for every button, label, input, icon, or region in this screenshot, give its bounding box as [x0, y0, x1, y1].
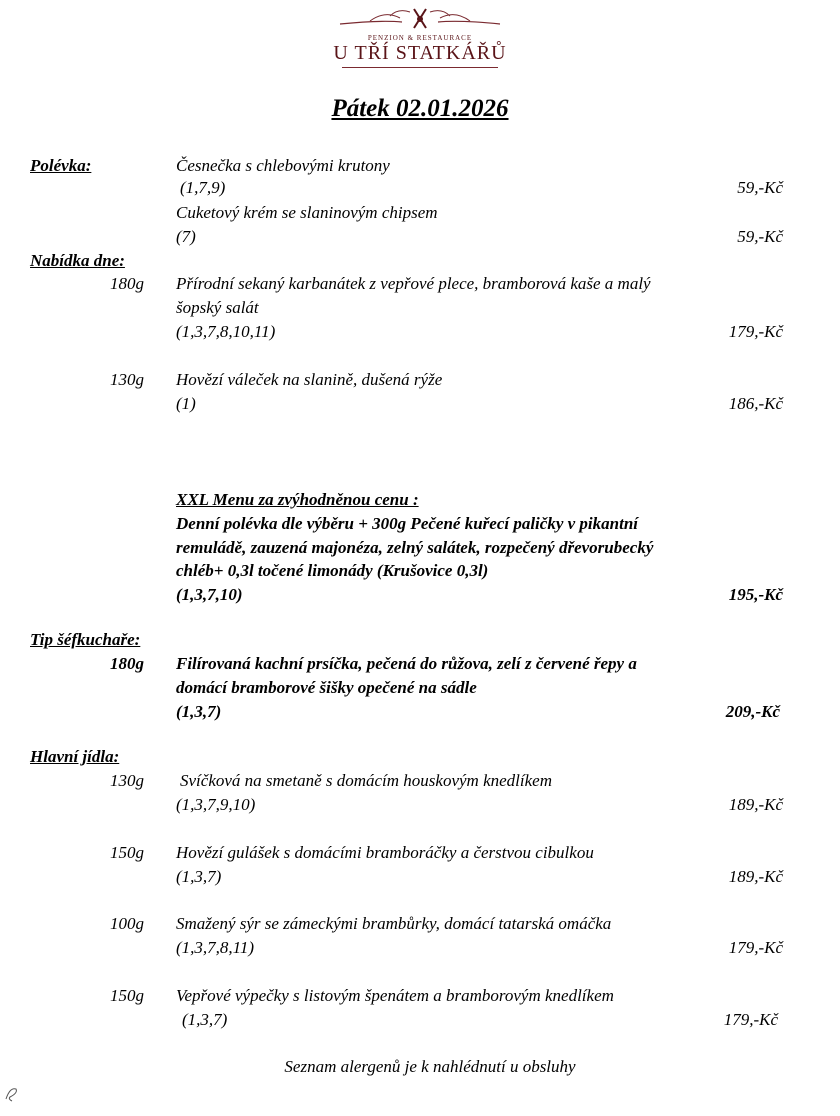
main-allergens-3: (1,3,7,8,11) — [176, 938, 255, 957]
logo-subtitle: PENZION & RESTAURACE — [367, 34, 473, 42]
chef-price: 209,-Kč — [725, 702, 780, 721]
daily-weight-2: 130g — [110, 370, 144, 389]
main-weight-1: 130g — [110, 771, 144, 790]
section-heading-mains: Hlavní jídla: — [30, 747, 120, 766]
section-heading-soup: Polévka: — [30, 156, 92, 175]
chef-weight: 180g — [110, 654, 144, 673]
chef-line2: domácí bramborové šišky opečené na sádle — [176, 678, 477, 697]
chef-allergens: (1,3,7) — [176, 702, 222, 721]
main-allergens-1: (1,3,7,9,10) — [176, 795, 256, 814]
soup-allergens-2: (7) — [176, 227, 196, 246]
main-weight-4: 150g — [110, 986, 144, 1005]
soup-price-2: 59,-Kč — [737, 227, 783, 246]
main-price-2: 189,-Kč — [728, 867, 783, 886]
xxl-allergens: (1,3,7,10) — [176, 585, 243, 604]
daily-allergens-2: (1) — [176, 394, 196, 413]
main-name-2: Hovězí gulášek s domácími bramboráčky a čerstvou cibulkou — [176, 843, 594, 862]
main-allergens-4: (1,3,7) — [182, 1010, 228, 1029]
restaurant-logo — [330, 6, 510, 66]
soup-allergens-1: (1,7,9) — [180, 178, 226, 197]
daily-price-1: 179,-Kč — [728, 322, 783, 341]
main-price-1: 189,-Kč — [728, 795, 783, 814]
daily-allergens-1: (1,3,7,8,10,11) — [176, 322, 276, 341]
logo-name: U TŘÍ STATKÁŘŮ — [333, 42, 507, 64]
main-allergens-2: (1,3,7) — [176, 867, 222, 886]
main-weight-2: 150g — [110, 843, 144, 862]
section-heading-chef: Tip šéfkuchaře: — [30, 630, 141, 649]
main-weight-3: 100g — [110, 914, 144, 933]
allergen-note: Seznam alergenů je k nahlédnutí u obsluhy — [284, 1057, 576, 1076]
section-heading-daily: Nabídka dne: — [30, 251, 125, 270]
daily-line1-2: Hovězí váleček na slanině, dušená rýže — [176, 370, 443, 389]
xxl-line2: remuládě, zauzená majonéza, zelný salátek, rozpečený dřevorubecký — [176, 538, 654, 557]
main-price-3: 179,-Kč — [728, 938, 783, 957]
xxl-line3: chléb+ 0,3l točené limonády (Krušovice 0,3l) — [176, 561, 489, 580]
soup-name-2: Cuketový krém se slaninovým chipsem — [176, 203, 438, 222]
pen-scribble-icon — [2, 1083, 22, 1103]
soup-name-1: Česnečka s chlebovými krutony — [176, 156, 390, 175]
xxl-price: 195,-Kč — [728, 585, 783, 604]
chef-line1: Filírovaná kachní prsíčka, pečená do růžova, zelí z červené řepy a — [176, 654, 637, 673]
fork-knife-ornament-icon — [330, 6, 510, 32]
main-name-1: Svíčková na smetaně s domácím houskovým knedlíkem — [180, 771, 552, 790]
xxl-title: XXL Menu za zvýhodněnou cenu : — [176, 490, 419, 509]
soup-price-1: 59,-Kč — [737, 178, 783, 197]
main-name-3: Smažený sýr se zámeckými brambůrky, domácí tatarská omáčka — [176, 914, 612, 933]
logo-underline — [342, 67, 498, 68]
daily-line2-1: šopský salát — [176, 298, 259, 317]
page-title: Pátek 02.01.2026 — [331, 95, 509, 122]
main-price-4: 179,-Kč — [723, 1010, 778, 1029]
daily-line1-1: Přírodní sekaný karbanátek z vepřové plece, bramborová kaše a malý — [176, 274, 651, 293]
daily-weight-1: 180g — [110, 274, 144, 293]
xxl-line1: Denní polévka dle výběru + 300g Pečené kuřecí paličky v pikantní — [176, 514, 638, 533]
main-name-4: Vepřové výpečky s listovým špenátem a bramborovým knedlíkem — [176, 986, 614, 1005]
daily-price-2: 186,-Kč — [728, 394, 783, 413]
